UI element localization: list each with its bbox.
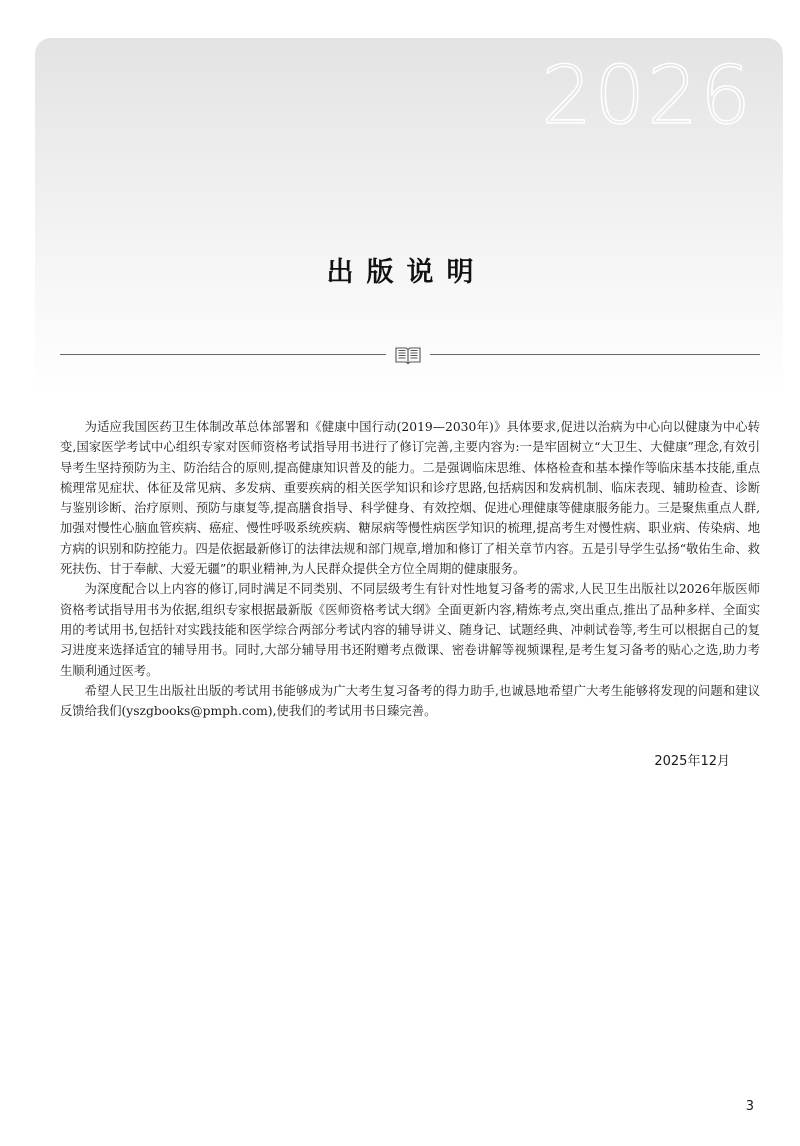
open-book-icon [393, 345, 423, 365]
divider-line-left [60, 354, 386, 355]
title-divider [60, 345, 760, 365]
paragraph-1: 为适应我国医药卫生体制改革总体部署和《健康中国行动(2019—2030年)》具体要求,促进以治病为中心向以健康为中心转变,国家医学考试中心组织专家对医师资格考试指导用书进行了修订完善,主要内容为:一是牢固树立“大卫生、大健康”理念,有效引导考生坚持预防为主、防治结合的原则,提高健康知识普及的能力。二是强调临床思维、体格检查和基本操作等临床基本技能,重点梳理常见症状、体征及常见病、多发病、重要疾病的相关医学知识和诊疗思路,包括病因和发病机制、临床表现、辅助检查、诊断与鉴别诊断、治疗原则、预防与康复等,提高膳食指导、科学健身、有效控烟、促进心理健康等健康服务能力。三是聚焦重点人群,加强对慢性心脑血管疾病、癌症、慢性呼吸系统疾病、糖尿病等慢性病医学知识的梳理,提高考生对慢性病、职业病、传染病、地方病的识别和防控能力。四是依据最新修订的法律法规和部门规章,增加和修订了相关章节内容。五是引导学生弘扬“敬佑生命、救死扶伤、甘于奉献、大爱无疆”的职业精神,为人民群众提供全方位全周期的健康服务。 [60, 420, 760, 577]
page-number: 3 [745, 1099, 754, 1114]
publication-date: 2025年12月 [654, 754, 730, 769]
paragraph-3: 希望人民卫生出版社出版的考试用书能够成为广大考生复习备考的得力助手,也诚恳地希望广大考生能够将发现的问题和建议反馈给我们(yszgbooks@pmph.com),使我们的考试用书日臻完善。 [60, 683, 760, 719]
header-panel [35, 38, 783, 398]
divider-line-right [430, 354, 760, 355]
year-watermark: 2026 [541, 49, 753, 142]
page-title: 出版说明 [326, 257, 487, 288]
paragraph-2: 为深度配合以上内容的修订,同时满足不同类别、不同层级考生有针对性地复习备考的需求,人民卫生出版社以2026年版医师资格考试指导用书为依据,组织专家根据最新版《医师资格考试大纲》全面更新内容,精炼考点,突出重点,推出了品种多样、全面实用的考试用书,包括针对实践技能和医学综合两部分考试内容的辅导讲义、随身记、试题经典、冲刺试卷等,考生可以根据自己的复习进度来选择适宜的辅导用书。同时,大部分辅导用书还附赠考点微课、密卷讲解等视频课程,是考生复习备考的贴心之选,助力考生顺利通过医考。 [60, 582, 760, 678]
body-text [60, 417, 760, 721]
